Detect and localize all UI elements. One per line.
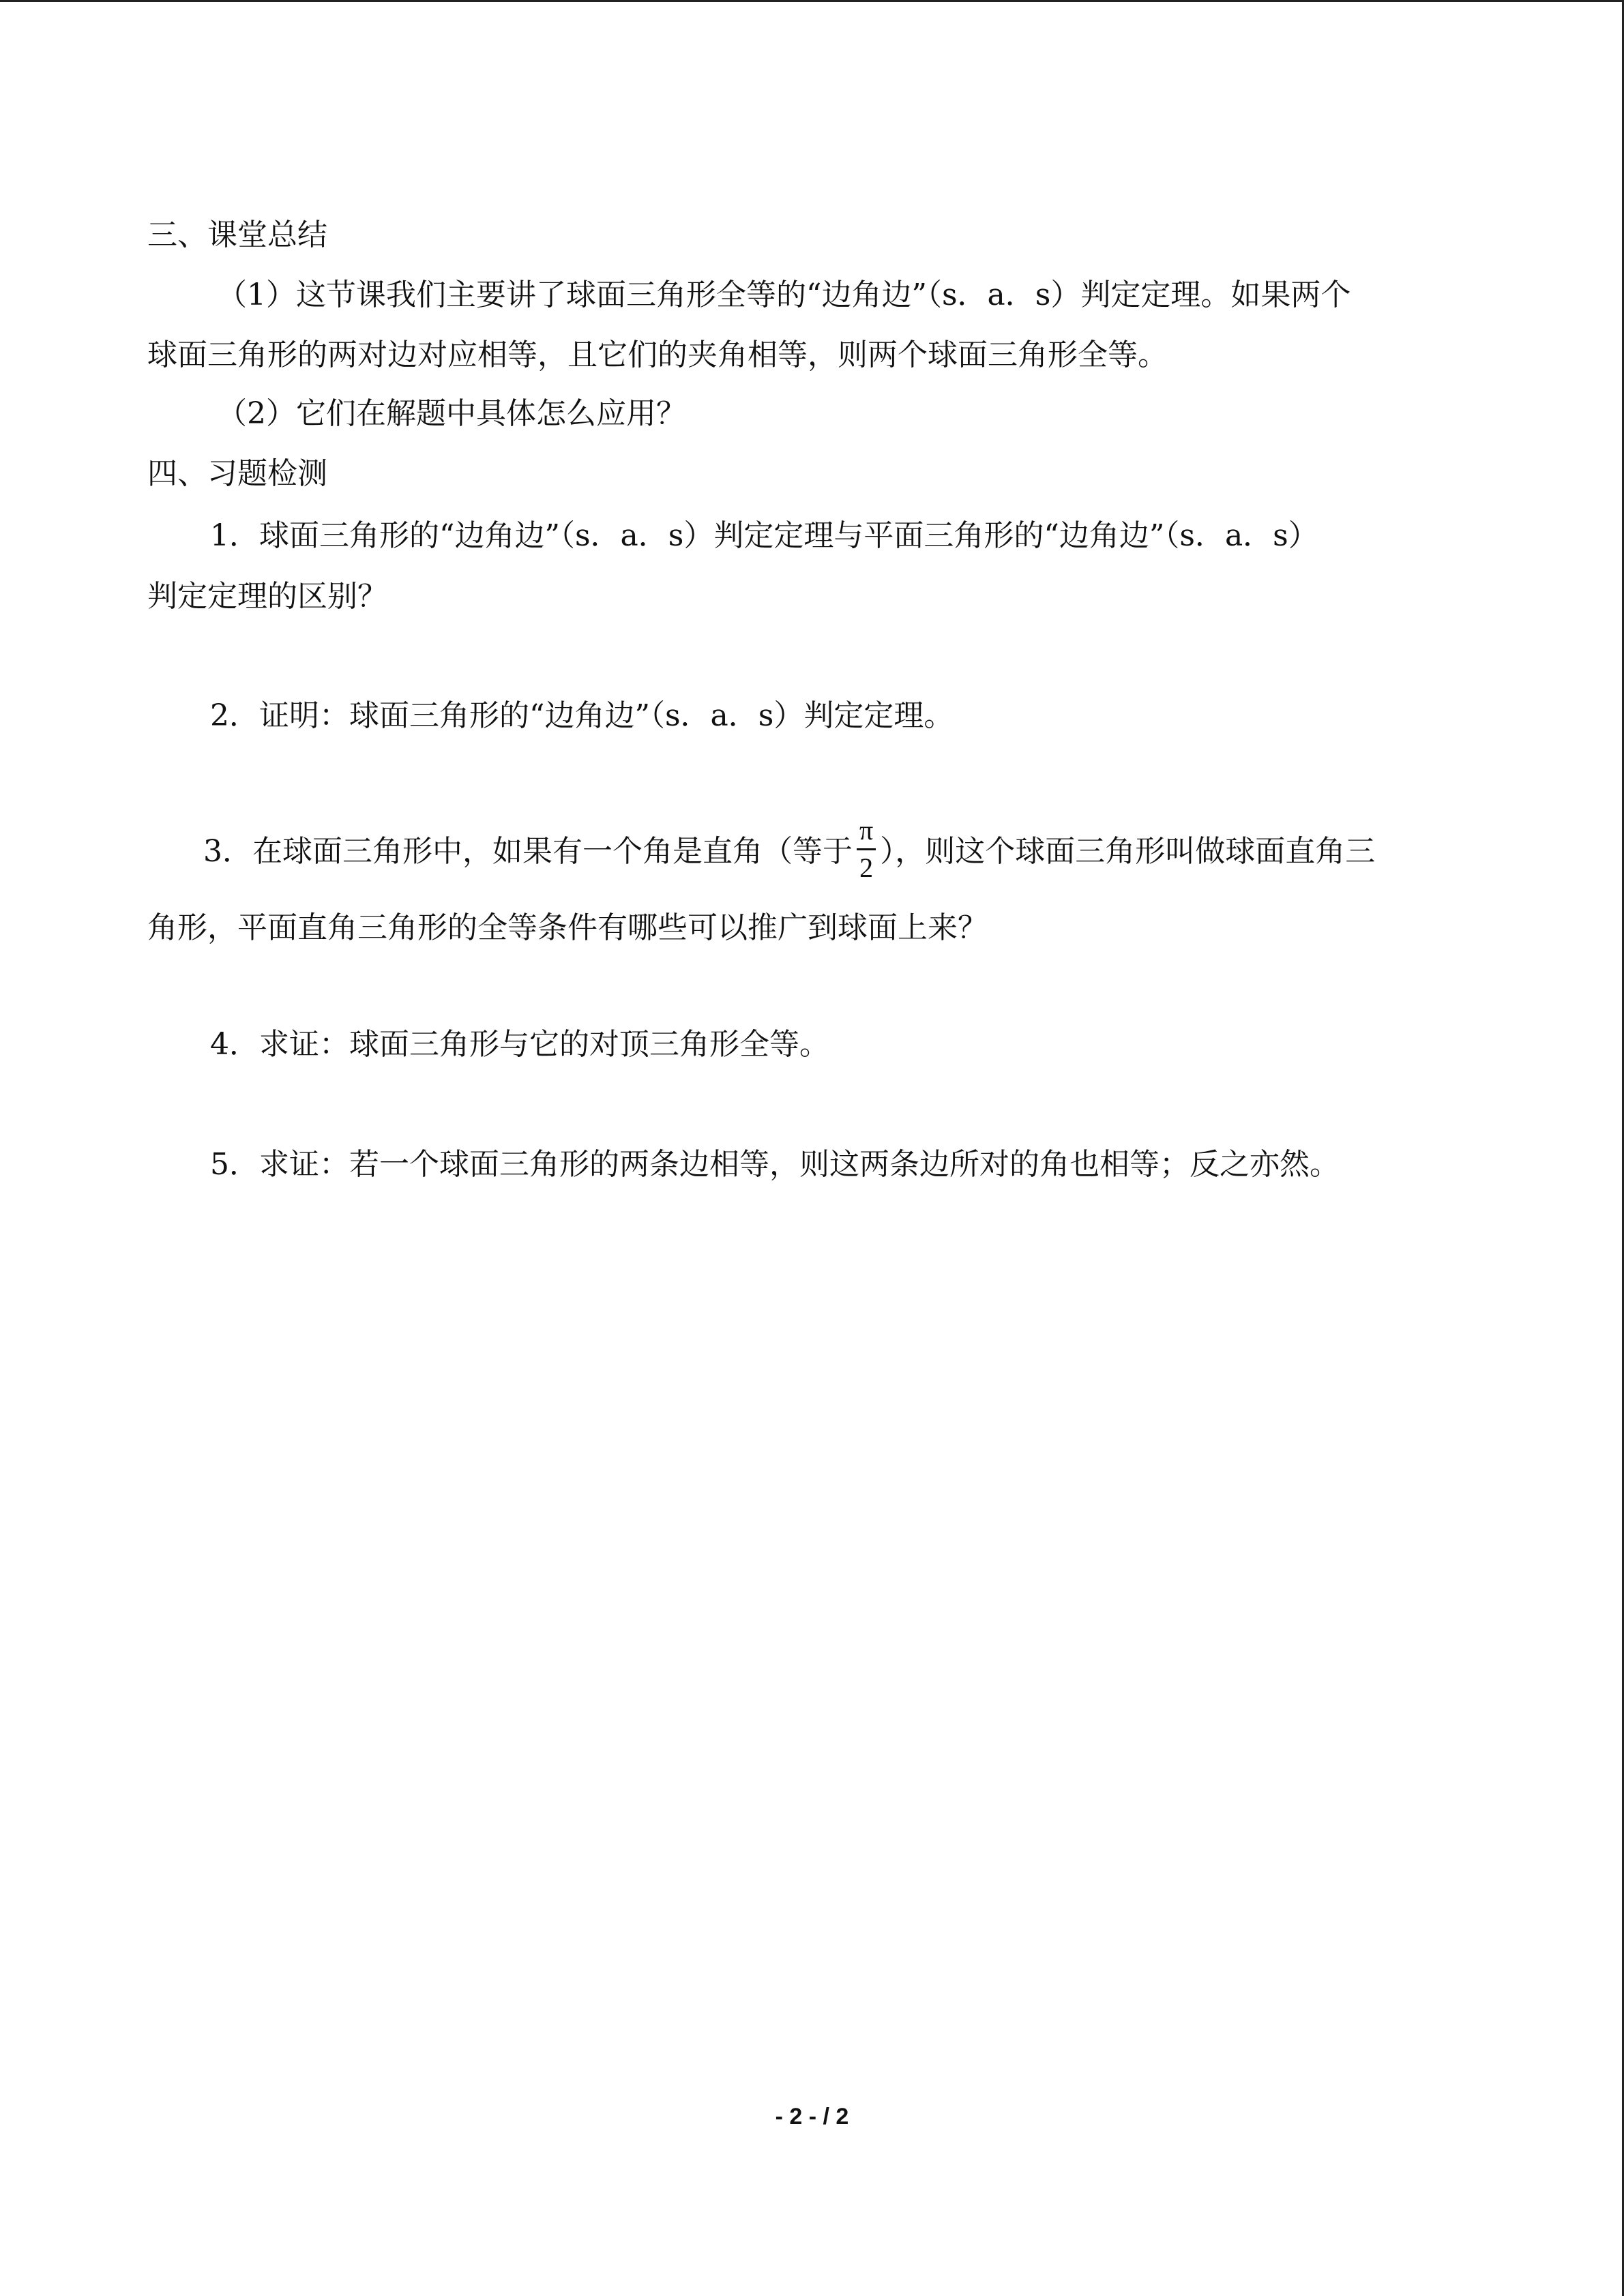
exercise-2: 2．证明：球面三角形的“边角边”（s．a．s）判定定理。: [210, 698, 954, 733]
page-number: - 2 - / 2: [775, 2104, 849, 2130]
pi-over-two-fraction: [857, 817, 876, 882]
summary-heading: 三、课堂总结: [147, 218, 327, 252]
exercise-1-line2: 判定定理的区别？: [147, 579, 387, 614]
exercise-5: 5．求证：若一个球面三角形的两条边相等，则这两条边所对的角也相等；反之亦然。: [210, 1147, 1340, 1182]
exercise-1-line1: 1．球面三角形的“边角边”（s．a．s）判定定理与平面三角形的“边角边”（s．a．s）: [210, 518, 1318, 553]
summary-item2: （2）它们在解题中具体怎么应用？: [217, 396, 686, 431]
exercise-3-suffix: ），则这个球面三角形叫做球面直角三: [880, 834, 1376, 869]
exercise-3-prefix: 3．在球面三角形中，如果有一个角是直角（等于: [203, 834, 853, 869]
exercise-4: 4．求证：球面三角形与它的对顶三角形全等。: [210, 1027, 829, 1062]
exercise-3-line1: [203, 815, 1376, 886]
fraction-numerator: π: [857, 817, 876, 850]
fraction-denominator: 2: [859, 852, 874, 883]
summary-item1-line2: 球面三角形的两对边对应相等，且它们的夹角相等，则两个球面三角形全等。: [147, 338, 1168, 372]
page-top-border: [0, 0, 1624, 2]
exercise-3-line2: 角形，平面直角三角形的全等条件有哪些可以推广到球面上来？: [147, 910, 988, 945]
exercises-heading: 四、习题检测: [147, 456, 327, 491]
summary-item1-line1: （1）这节课我们主要讲了球面三角形全等的“边角边”（s．a．s）判定定理。如果两个: [217, 278, 1351, 312]
